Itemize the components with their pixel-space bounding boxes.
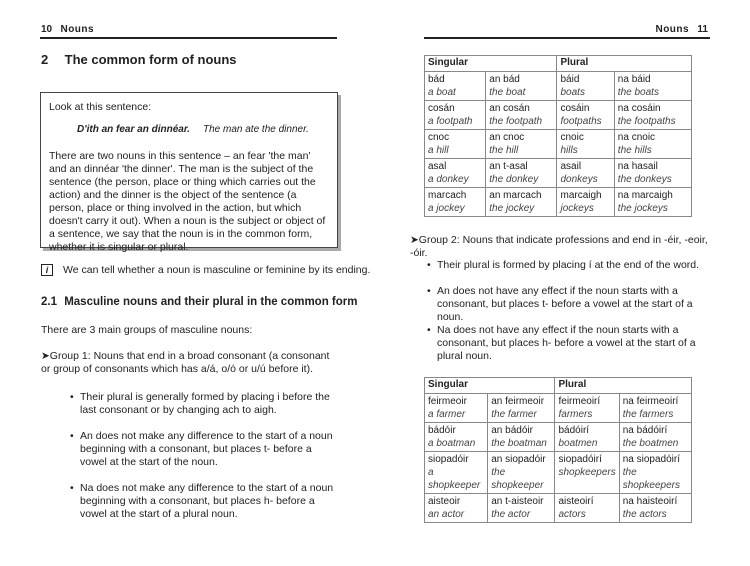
table-cell [557, 188, 614, 217]
table-cell [619, 394, 691, 423]
irish-word: an marcach [489, 190, 542, 201]
table-row [425, 394, 692, 423]
irish-word: an t-asal [489, 161, 528, 172]
box-intro: Look at this sentence: [49, 101, 152, 113]
irish-word: feirmeoirí [558, 396, 601, 407]
english-translation: hills [560, 145, 578, 156]
irish-word: aisteoirí [558, 496, 594, 507]
right-page-running-title: Nouns [655, 24, 690, 35]
irish-word: an bád [489, 74, 520, 85]
irish-word: na marcaigh [617, 190, 673, 201]
table-cell [488, 452, 555, 494]
table-cell [488, 423, 555, 452]
table-cell [488, 494, 555, 523]
english-translation: the footpath [489, 116, 543, 127]
table-row [425, 130, 692, 159]
group2-text: Nouns that indicate professions and end in -éir, -eoir, -óir. [410, 234, 708, 259]
explanation-box [40, 92, 338, 253]
group1-description [41, 350, 341, 376]
table-cell [614, 101, 691, 130]
table-row [425, 423, 692, 452]
english-translation: the footpaths [617, 116, 676, 127]
tip-icon: i [41, 264, 53, 276]
table-cell [425, 101, 486, 130]
english-translation: shopkeepers [558, 467, 616, 478]
group1-text: Nouns that end in a broad consonant (a consonant or group of consonants which has a/á, o/ó or u/ú before it). [41, 350, 330, 375]
left-header-rule [40, 37, 337, 39]
irish-word: na cosáin [617, 103, 661, 114]
group2-bullet-1: • Their plural is formed by placing í at the end of the word. [427, 259, 712, 272]
tip-line [41, 264, 370, 276]
irish-word: siopadóir [428, 454, 469, 465]
english-translation: the jockey [489, 203, 535, 214]
left-page-header [41, 24, 94, 35]
section-number: 2 [41, 52, 49, 67]
group2-bullet-3: • Na does not have any effect if the noun starts with a consonant, but places h- before a vowel at the start of a plural noun. [427, 324, 712, 363]
english-translation: the boatmen [622, 438, 679, 449]
english-translation: footpaths [560, 116, 602, 127]
table-row [425, 159, 692, 188]
english-translation: boats [560, 87, 585, 98]
table-cell [557, 101, 614, 130]
table-cell [425, 72, 486, 101]
table-cell [555, 494, 619, 523]
table-group2 [424, 377, 692, 523]
table-cell [425, 130, 486, 159]
irish-word: bádóirí [558, 425, 590, 436]
subsection-title [41, 296, 357, 308]
irish-word: na hasail [617, 161, 658, 172]
irish-word: an t-aisteoir [491, 496, 544, 507]
table-cell [557, 159, 614, 188]
table-cell [555, 452, 619, 494]
irish-word: bád [428, 74, 445, 85]
table-cell [619, 494, 691, 523]
irish-word: feirmeoir [428, 396, 467, 407]
table-cell [425, 394, 488, 423]
group1-label: ➤Group 1: [41, 350, 91, 362]
irish-word: an bádóir [491, 425, 533, 436]
subsection-number: 2.1 [41, 296, 57, 308]
table-cell [425, 423, 488, 452]
section-title-text: The common form of nouns [64, 52, 237, 67]
english-translation: the boatman [491, 438, 547, 449]
right-page-header [655, 24, 708, 35]
english-translation: donkeys [560, 174, 598, 185]
table-cell [486, 101, 557, 130]
left-page-running-title: Nouns [60, 24, 95, 35]
group2-description [410, 234, 710, 260]
table-row [425, 72, 692, 101]
group1-bullet-1: • Their plural is generally formed by placing i before the last consonant or by changing ach to aigh. [70, 391, 340, 417]
table-cell [614, 130, 691, 159]
table-row [425, 452, 692, 494]
tip-text: We can tell whether a noun is masculine or feminine by its ending. [63, 264, 371, 276]
english-translation: the donkey [489, 174, 539, 185]
english-translation: the boat [489, 87, 526, 98]
table-group1 [424, 55, 692, 217]
irish-word: bádóir [428, 425, 456, 436]
right-page-number: 11 [697, 24, 708, 35]
english-translation: the farmers [622, 409, 674, 420]
table2-header-singular: Singular [425, 378, 555, 394]
table-cell [486, 130, 557, 159]
table-cell [557, 130, 614, 159]
english-translation: an actor [428, 509, 465, 520]
irish-word: na feirmeoirí [622, 396, 679, 407]
irish-word: cosán [428, 103, 455, 114]
english-translation: the donkeys [617, 174, 672, 185]
irish-word: cnoc [428, 132, 450, 143]
irish-word: marcach [428, 190, 467, 201]
table-cell [425, 494, 488, 523]
table-cell [557, 72, 614, 101]
table-cell [486, 188, 557, 217]
table-cell [555, 423, 619, 452]
irish-word: an cnoc [489, 132, 525, 143]
group2-label: ➤Group 2: [410, 234, 460, 246]
right-header-rule [424, 37, 710, 39]
irish-word: na cnoic [617, 132, 656, 143]
irish-word: báid [560, 74, 580, 85]
groups-intro: There are 3 main groups of masculine nouns: [41, 324, 253, 336]
example-english: The man ate the dinner. [203, 124, 309, 135]
irish-word: an cosán [489, 103, 530, 114]
example-irish: D'ith an fear an dinnéar. [77, 124, 190, 135]
english-translation: a donkey [428, 174, 469, 185]
english-translation: jockeys [560, 203, 594, 214]
irish-word: an feirmeoir [491, 396, 545, 407]
irish-word: cosáin [560, 103, 590, 114]
table-cell [614, 188, 691, 217]
section-title [41, 52, 237, 67]
english-translation: the shopkeeper [491, 467, 544, 491]
irish-word: marcaigh [560, 190, 602, 201]
left-page-number: 10 [41, 24, 53, 35]
box-paragraph: There are two nouns in this sentence – an fear 'the man' and an dinnéar 'the dinner'. The man is the subject of the sentence (the person, place or thing which carries out the action) and the dinner is the object of the sentence (a person, place or thing involved in the action, but which doesn't carry it out). When a noun is the subject or object of a sentence, we say that the noun is in the common form, whether it is singular or plural. [49, 150, 326, 253]
table2-header-plural: Plural [555, 378, 692, 394]
table-row [425, 494, 692, 523]
table-cell [619, 452, 691, 494]
english-translation: the actors [622, 509, 667, 520]
irish-word: cnoic [560, 132, 584, 143]
table-cell [425, 159, 486, 188]
irish-word: na báid [617, 74, 651, 85]
english-translation: the boats [617, 87, 659, 98]
english-translation: the hill [489, 145, 519, 156]
table-cell [619, 423, 691, 452]
table-row [425, 101, 692, 130]
english-translation: a jockey [428, 203, 465, 214]
table1-header-plural: Plural [557, 56, 692, 72]
group1-bullet-3: • Na does not make any difference to the start of a noun beginning with a consonant, but places h- before a vowel at the start of a plural noun. [70, 482, 340, 521]
english-translation: a boatman [428, 438, 476, 449]
table-row [425, 188, 692, 217]
english-translation: the actor [491, 509, 531, 520]
irish-word: na haisteoirí [622, 496, 678, 507]
table-cell [486, 159, 557, 188]
table-cell [486, 72, 557, 101]
english-translation: actors [558, 509, 586, 520]
irish-word: na bádóirí [622, 425, 668, 436]
irish-word: asal [428, 161, 447, 172]
english-translation: the hills [617, 145, 652, 156]
english-translation: a shopkeeper [428, 467, 481, 491]
irish-word: na siopadóirí [622, 454, 681, 465]
english-translation: a farmer [428, 409, 466, 420]
table-cell [425, 188, 486, 217]
subsection-title-text: Masculine nouns and their plural in the common form [64, 296, 358, 308]
table-cell [488, 394, 555, 423]
group2-bullet-2: • An does not have any effect if the noun starts with a consonant, but places t- before a vowel at the start of a noun. [427, 285, 712, 324]
table-cell [614, 159, 691, 188]
english-translation: the jockeys [617, 203, 668, 214]
irish-word: aisteoir [428, 496, 461, 507]
table-cell [555, 394, 619, 423]
english-translation: boatmen [558, 438, 598, 449]
table-cell [614, 72, 691, 101]
irish-word: asail [560, 161, 582, 172]
english-translation: a footpath [428, 116, 473, 127]
english-translation: the shopkeepers [622, 467, 681, 491]
table-cell [425, 452, 488, 494]
example-sentence [49, 123, 329, 136]
irish-word: siopadóirí [558, 454, 602, 465]
group1-bullet-2: • An does not make any difference to the start of a noun beginning with a consonant, but places t- before a vowel at the start of the noun. [70, 430, 340, 469]
english-translation: a boat [428, 87, 456, 98]
table1-header-singular: Singular [425, 56, 557, 72]
english-translation: a hill [428, 145, 449, 156]
english-translation: farmers [558, 409, 593, 420]
irish-word: an siopadóir [491, 454, 546, 465]
english-translation: the farmer [491, 409, 537, 420]
